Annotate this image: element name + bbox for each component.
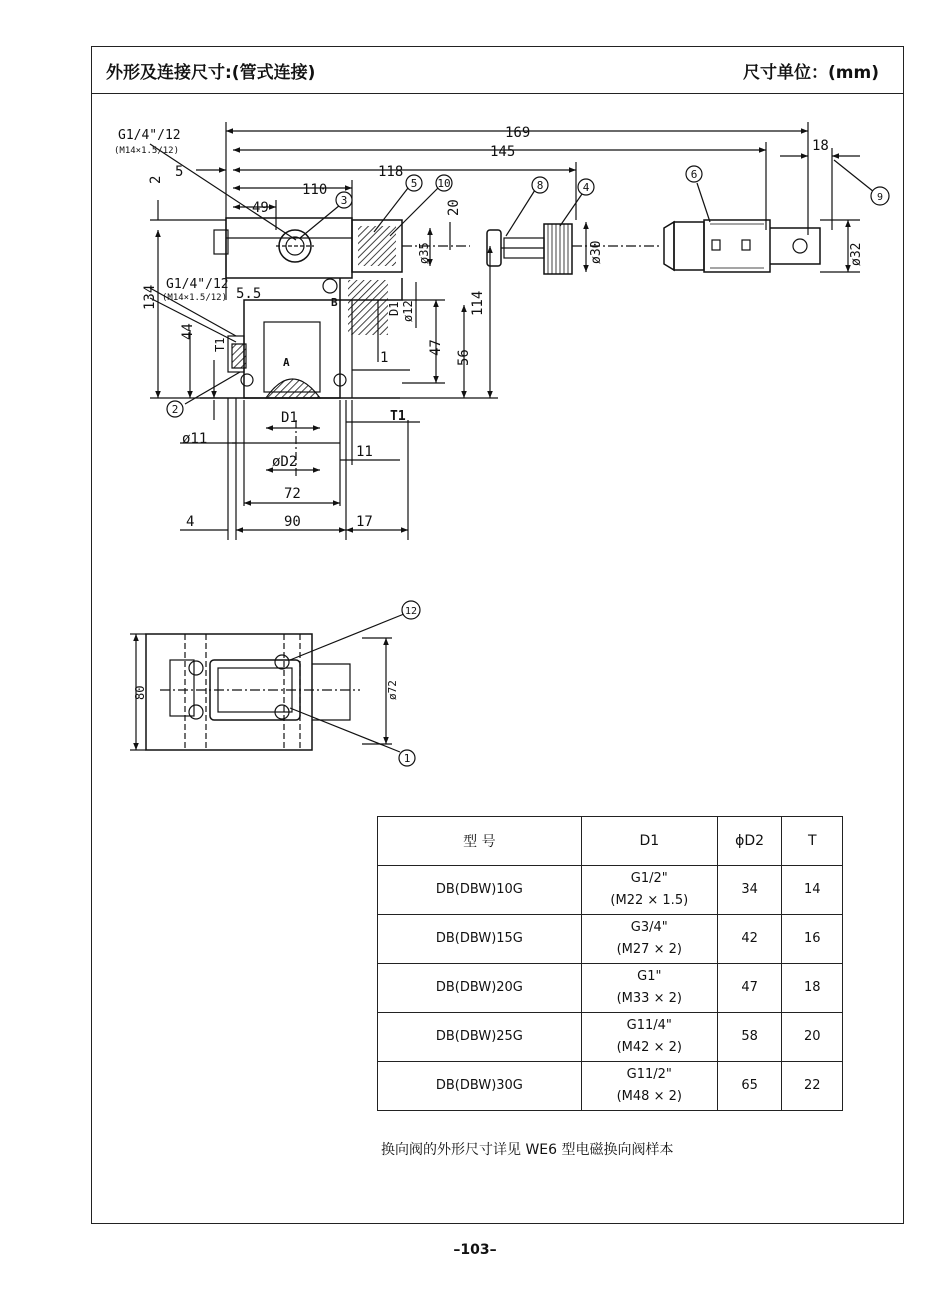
cell-t: 20 (782, 1013, 843, 1062)
dim-4: 4 (186, 514, 195, 530)
callout-1 (399, 750, 415, 766)
cell-model: DB(DBW)20G (378, 964, 582, 1013)
d1-label-side: D1 (387, 301, 401, 316)
table-row (378, 1013, 843, 1062)
spec-table (377, 816, 843, 1111)
svg-text:9: 9 (876, 192, 884, 203)
cell-model: DB(DBW)25G (378, 1013, 582, 1062)
dim-11: 11 (356, 444, 373, 460)
d1-label-bottom: D1 (281, 410, 298, 426)
table-row (378, 915, 843, 964)
phi32-label: ø32 (849, 242, 864, 266)
phi12-label: ø12 (401, 300, 415, 322)
svg-text:1: 1 (403, 752, 411, 765)
dim-5: 5 (175, 164, 184, 180)
page-number: –103– (453, 1242, 497, 1258)
dim-56: 56 (456, 349, 472, 366)
dim-17: 17 (356, 514, 373, 530)
callout-4 (578, 179, 594, 195)
dim-80: 80 (133, 685, 147, 700)
cell-d2: 65 (717, 1062, 782, 1111)
svg-text:10: 10 (437, 177, 451, 190)
dim-5-5: 5.5 (236, 286, 262, 302)
cell-d2: 58 (717, 1013, 782, 1062)
handwheel-6 (704, 220, 770, 272)
dim-72: 72 (284, 486, 301, 502)
cell-model: DB(DBW)10G (378, 866, 582, 915)
table-row (378, 1062, 843, 1111)
svg-text:3: 3 (340, 194, 348, 207)
cell-d2: 42 (717, 915, 782, 964)
svg-text:6: 6 (690, 168, 698, 181)
cell-t: 14 (782, 866, 843, 915)
svg-text:12: 12 (404, 606, 418, 617)
cell-model: DB(DBW)30G (378, 1062, 582, 1111)
dim-90: 90 (284, 514, 301, 530)
callout-5 (406, 175, 422, 191)
port-metric-top: (M14×1.5/12) (114, 146, 180, 156)
t1-label-left: T1 (213, 337, 227, 352)
port-metric-mid: (M14×1.5/12) (162, 293, 228, 303)
cell-t: 16 (782, 915, 843, 964)
cell-d2: 47 (717, 964, 782, 1013)
knob-8 (487, 230, 501, 266)
dim-2: 2 (148, 175, 164, 184)
cell-d2: 34 (717, 866, 782, 915)
header-model: 型 号 (378, 817, 582, 866)
cell-d1: G11/4" (M42 × 2) (581, 1013, 717, 1062)
cell-d1: G1/2" (M22 × 1.5) (581, 866, 717, 915)
plan-view-body (146, 634, 312, 750)
dim-169: 169 (505, 125, 531, 141)
table-row (378, 964, 843, 1013)
dim-1: 1 (380, 350, 389, 366)
callout-8 (532, 177, 548, 193)
svg-text:8: 8 (536, 179, 544, 192)
cell-t: 18 (782, 964, 843, 1013)
dim-44: 44 (180, 323, 196, 340)
phi30-label: ø30 (589, 240, 604, 264)
header-t: T (782, 817, 843, 866)
callout-3 (336, 192, 352, 208)
table-header-row (378, 817, 843, 866)
callout-10 (871, 187, 889, 205)
cell-d1: G3/4" (M27 × 2) (581, 915, 717, 964)
phi35-label: ø35 (417, 242, 431, 264)
cell-t: 22 (782, 1062, 843, 1111)
svg-text:2: 2 (171, 403, 179, 416)
dim-114: 114 (470, 290, 486, 316)
dim-47: 47 (428, 339, 444, 356)
cell-d1: G11/2" (M48 × 2) (581, 1062, 717, 1111)
port-label-top: G1/4"/12 (118, 128, 181, 143)
callout-12 (402, 601, 420, 619)
valve-head (226, 218, 352, 278)
dim-134: 134 (142, 284, 158, 310)
cell-d1: G1" (M33 × 2) (581, 964, 717, 1013)
t1-label-right: T1 (390, 409, 406, 424)
svg-text:4: 4 (582, 181, 590, 194)
dim-49: 49 (252, 200, 269, 216)
phi72-label: ø72 (386, 680, 399, 700)
phi11-label: ø11 (182, 431, 208, 447)
callout-9 (436, 175, 452, 191)
callout-2 (167, 401, 183, 417)
dim-110: 110 (302, 182, 328, 198)
header-d1: D1 (581, 817, 717, 866)
dim-145: 145 (490, 144, 516, 160)
dim-20: 20 (446, 199, 462, 216)
dim-18: 18 (812, 138, 829, 154)
dim-118: 118 (378, 164, 404, 180)
port-a-label: A (283, 356, 290, 369)
svg-text:5: 5 (410, 177, 418, 190)
header-d2: ϕD2 (717, 817, 782, 866)
port-b-label: B (331, 296, 338, 309)
section-title: 外形及连接尺寸:(管式连接) (106, 63, 316, 83)
port-label-mid: G1/4"/12 (166, 277, 229, 292)
callout-6 (686, 166, 702, 182)
table-row (378, 866, 843, 915)
unit-label: 尺寸单位：(mm) (743, 63, 879, 83)
phiD2-label: øD2 (272, 454, 298, 470)
footnote: 换向阀的外形尺寸详见 WE6 型电磁换向阀样本 (381, 1142, 674, 1158)
cell-model: DB(DBW)15G (378, 915, 582, 964)
